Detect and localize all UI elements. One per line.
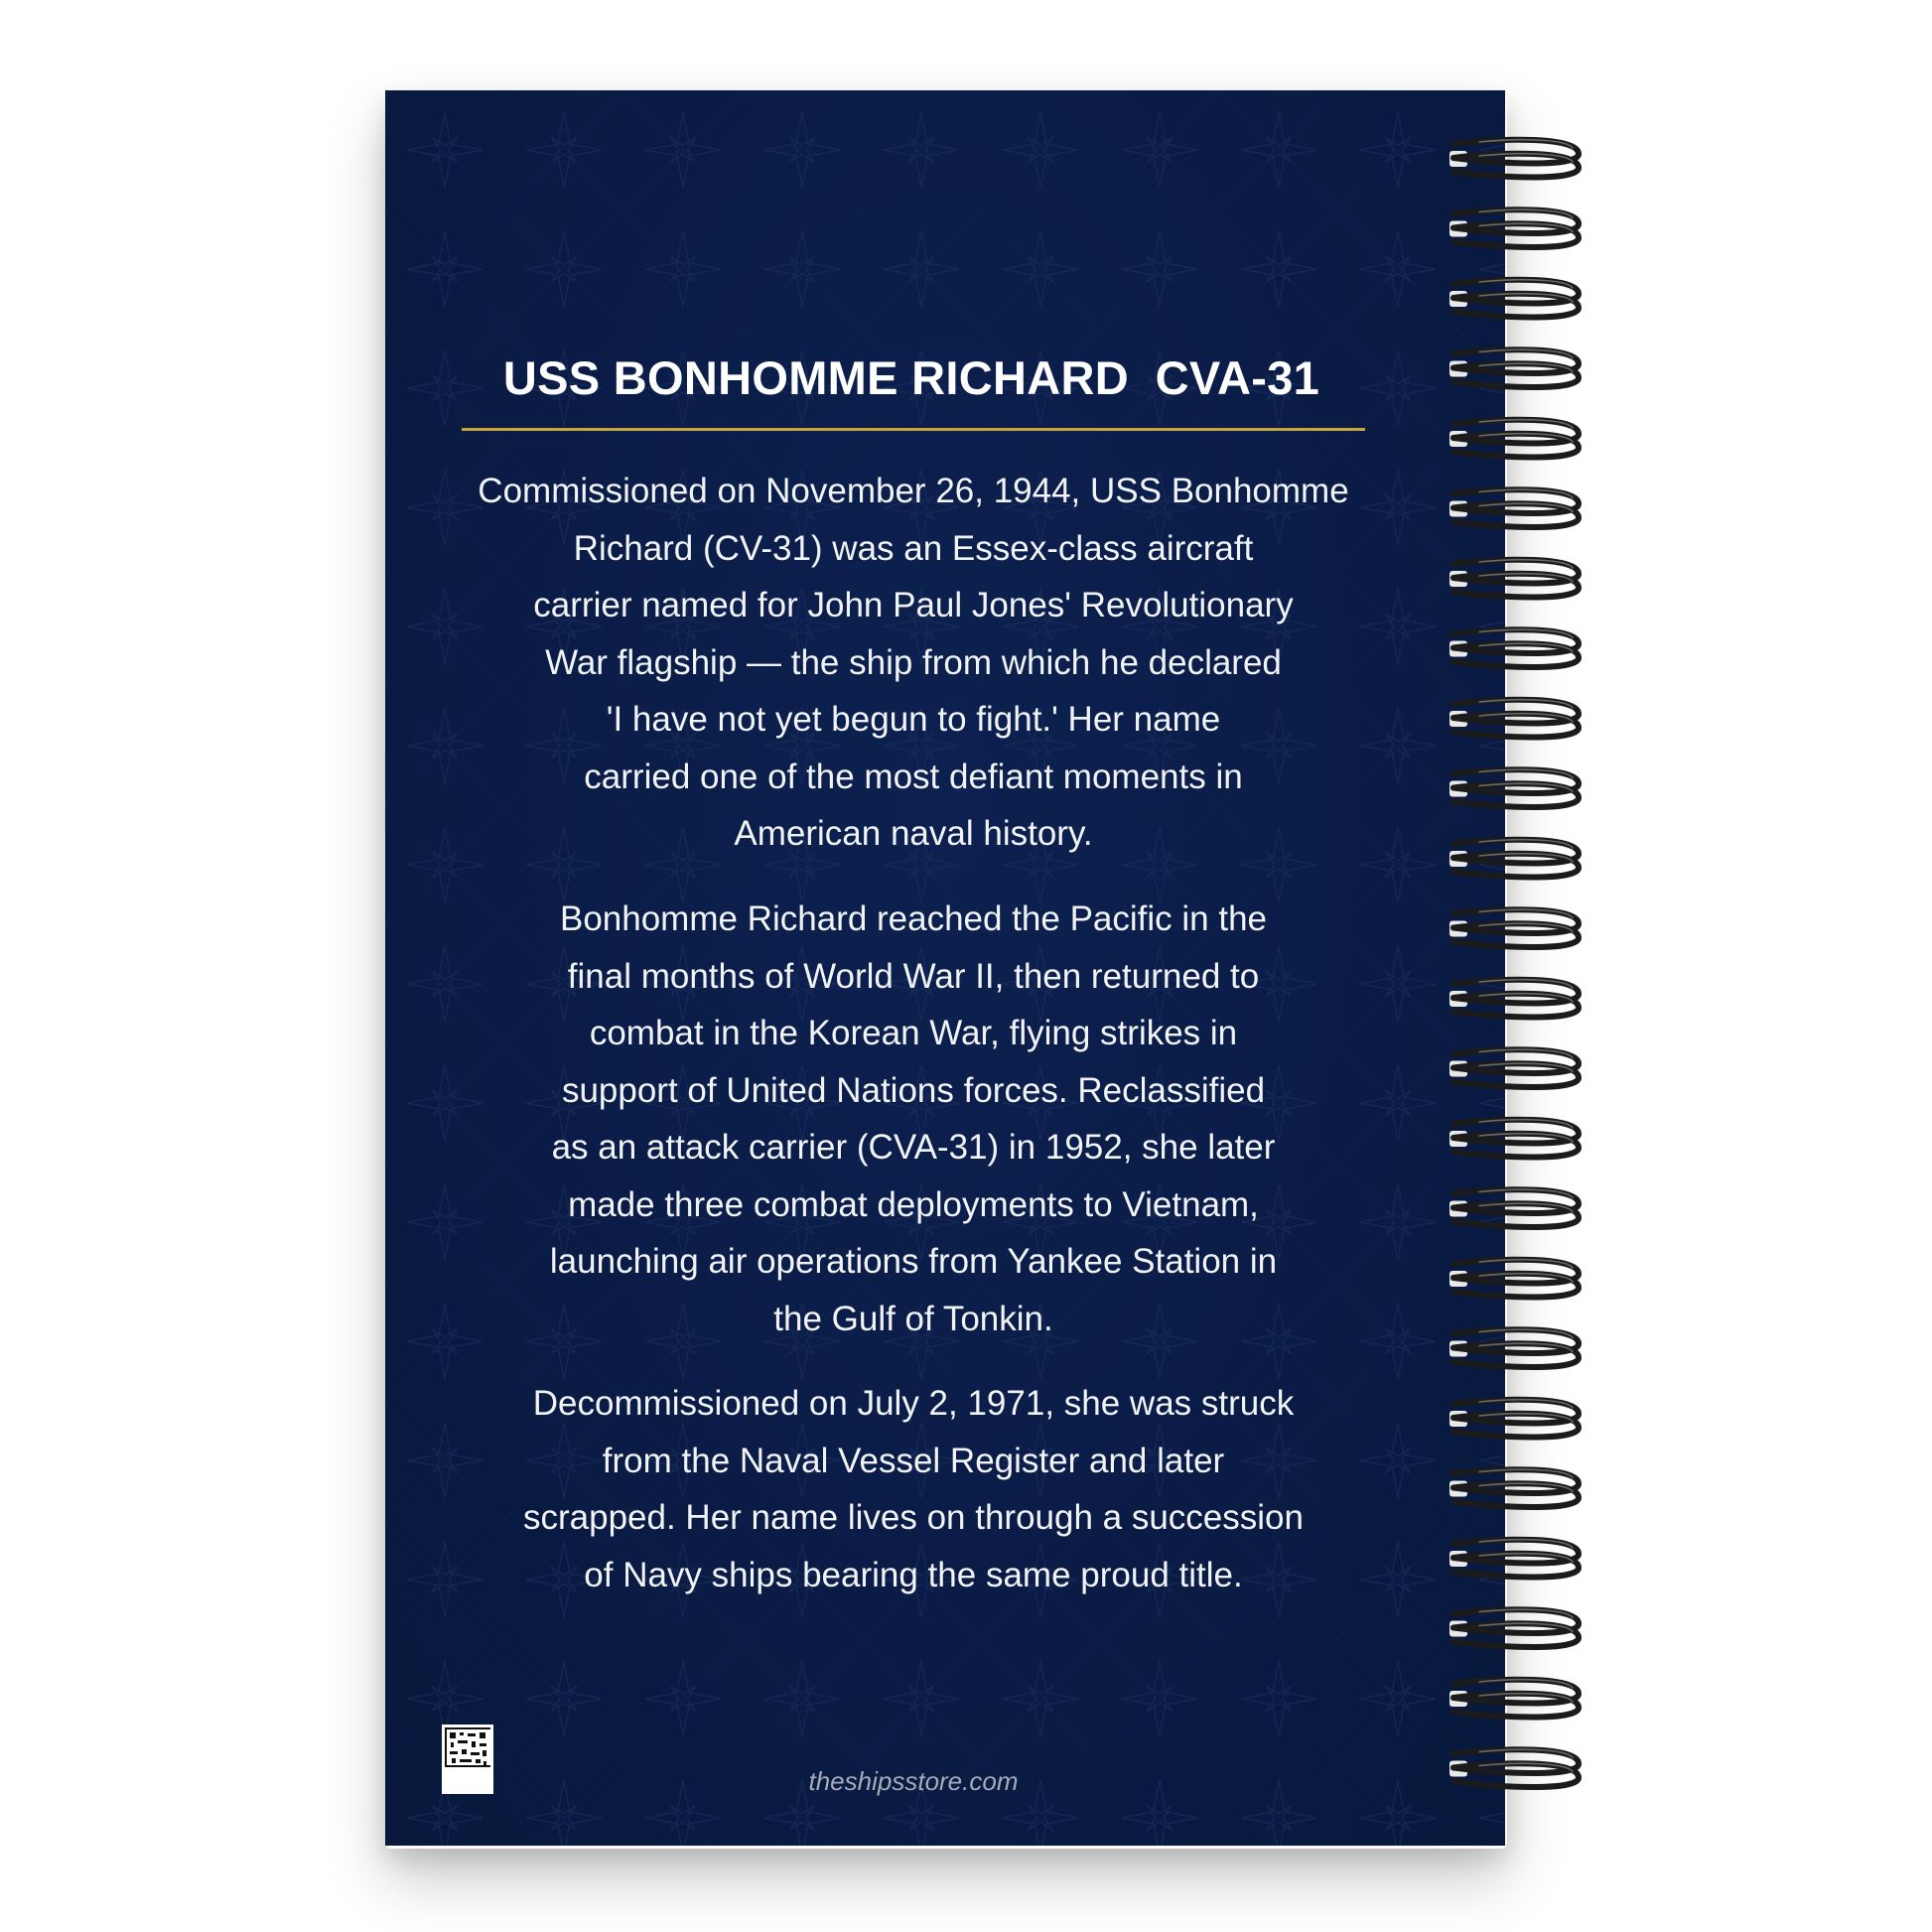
spiral-coil bbox=[1449, 560, 1579, 598]
text-line: combat in the Korean War, flying strikes in bbox=[589, 1014, 1238, 1052]
text-line: Richard (CV-31) was an Essex-class aircraft bbox=[573, 528, 1254, 568]
spiral-coil bbox=[1449, 489, 1579, 527]
spiral-coil bbox=[1449, 629, 1579, 667]
text-line: Commissioned on November 26, 1944, USS Bonhomme bbox=[478, 472, 1349, 510]
spiral-coil bbox=[1449, 140, 1579, 178]
text-line: from the Naval Vessel Register and later bbox=[602, 1441, 1225, 1480]
text-line: launching air operations from Yankee Station in bbox=[549, 1242, 1278, 1281]
spiral-coil bbox=[1449, 1260, 1579, 1298]
spiral-coil bbox=[1449, 1120, 1579, 1158]
spiral-coil bbox=[1449, 1749, 1579, 1787]
text-line: made three combat deployments to Vietnam, bbox=[568, 1184, 1259, 1224]
text-line: scrapped. Her name lives on through a succession bbox=[523, 1498, 1304, 1537]
spiral-coil bbox=[1449, 1469, 1579, 1507]
notebook-back-cover bbox=[385, 90, 1505, 1846]
notebook-title: USS BONHOMME RICHARD CVA-31 bbox=[502, 351, 1320, 404]
spiral-coil bbox=[1449, 280, 1579, 318]
text-line: as an attack carrier (CVA-31) in 1952, she later bbox=[551, 1128, 1276, 1167]
text-line: 'I have not yet begun to fight.' Her name bbox=[606, 700, 1221, 739]
paragraph-decommissioning bbox=[417, 1375, 1410, 1603]
text-line: carried one of the most defiant moments in bbox=[584, 757, 1243, 796]
spiral-coil bbox=[1449, 1540, 1579, 1578]
paragraph-service bbox=[417, 891, 1410, 1347]
website-label: theshipsstore.com bbox=[808, 1766, 1019, 1796]
text-line: of Navy ships bearing the same proud title. bbox=[584, 1555, 1243, 1594]
spiral-coil bbox=[1449, 1609, 1579, 1647]
qr-code-icon bbox=[442, 1725, 493, 1794]
spiral-coil bbox=[1449, 1329, 1579, 1367]
text-line: carrier named for John Paul Jones' Revolutionary bbox=[533, 586, 1294, 624]
text-line: American naval history. bbox=[734, 814, 1093, 853]
gold-divider bbox=[462, 428, 1365, 431]
spiral-coil bbox=[1449, 909, 1579, 947]
text-line: the Gulf of Tonkin. bbox=[773, 1299, 1053, 1338]
text-line: War flagship — the ship from which he declared bbox=[545, 642, 1282, 682]
spiral-coil bbox=[1449, 349, 1579, 387]
text-line: Bonhomme Richard reached the Pacific in the bbox=[559, 899, 1268, 938]
spiral-coil bbox=[1449, 1400, 1579, 1438]
paragraph-commissioning bbox=[417, 463, 1410, 863]
text-line: final months of World War II, then returned to bbox=[567, 956, 1260, 996]
spiral-coil bbox=[1449, 420, 1579, 458]
spiral-coil bbox=[1449, 1680, 1579, 1718]
spiral-coil bbox=[1449, 209, 1579, 247]
spiral-binding-icon bbox=[1440, 119, 1598, 1827]
text-line: support of United Nations forces. Reclassified bbox=[561, 1070, 1266, 1110]
spiral-coil bbox=[1449, 1049, 1579, 1087]
spiral-coil bbox=[1449, 840, 1579, 878]
spiral-coil bbox=[1449, 980, 1579, 1018]
spiral-coil bbox=[1449, 1189, 1579, 1227]
spiral-coil bbox=[1449, 700, 1579, 738]
text-line: Decommissioned on July 2, 1971, she was struck bbox=[532, 1384, 1295, 1423]
spiral-coil bbox=[1449, 769, 1579, 807]
